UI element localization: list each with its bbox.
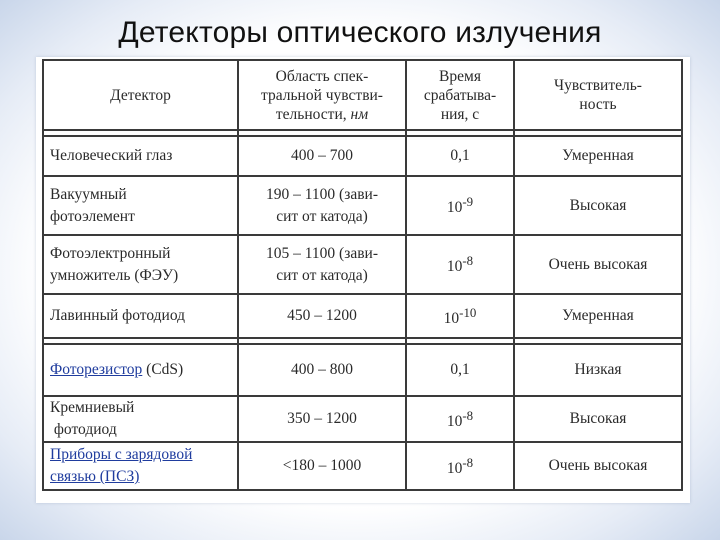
time-exponent: -8 bbox=[462, 407, 474, 423]
cell-time bbox=[407, 137, 515, 177]
cell-sensitivity bbox=[515, 137, 683, 177]
cell-time bbox=[407, 443, 515, 491]
table-row bbox=[42, 397, 683, 443]
header-time-line: ния, с bbox=[440, 105, 480, 123]
photoresistor-link[interactable]: Фоторезистор bbox=[50, 361, 143, 378]
cell-sensitivity bbox=[515, 177, 683, 236]
range-value: 400 – 800 bbox=[291, 361, 353, 378]
cell-detector bbox=[42, 236, 239, 295]
range-value: 400 – 700 bbox=[291, 147, 353, 164]
time-base: 10 bbox=[446, 199, 463, 217]
header-range-text: тельности, bbox=[275, 105, 351, 123]
time-base: 10 bbox=[446, 460, 463, 478]
sensitivity-value: Умеренная bbox=[562, 307, 634, 324]
range-value: 350 – 1200 bbox=[287, 410, 357, 427]
cell-time bbox=[407, 397, 515, 443]
header-row bbox=[42, 59, 683, 131]
detector-name: Лавинный фотодиод bbox=[50, 307, 186, 324]
cell-detector bbox=[42, 137, 239, 177]
detector-name: Фотоэлектронный bbox=[50, 244, 171, 262]
range-value: 450 – 1200 bbox=[287, 307, 357, 324]
range-value: <180 – 1000 bbox=[282, 457, 362, 474]
sensitivity-value: Умеренная bbox=[562, 147, 634, 164]
header-time-line: Время bbox=[439, 67, 481, 85]
time-value: 0,1 bbox=[450, 361, 470, 378]
time-base: 10 bbox=[443, 310, 460, 328]
time-base: 10 bbox=[446, 258, 463, 276]
cell-time bbox=[407, 236, 515, 295]
time-exponent: -8 bbox=[462, 454, 474, 470]
header-response-time bbox=[407, 59, 515, 131]
time-exponent: -10 bbox=[459, 304, 477, 320]
table-row bbox=[42, 295, 683, 339]
table-row bbox=[42, 345, 683, 397]
cell-range bbox=[239, 397, 407, 443]
cell-sensitivity bbox=[515, 443, 683, 491]
time-exponent: -9 bbox=[462, 194, 474, 210]
cell-time bbox=[407, 295, 515, 339]
header-detector bbox=[42, 59, 239, 131]
sensitivity-value: Низкая bbox=[574, 361, 622, 378]
ccd-link[interactable]: связью (ПСЗ) bbox=[50, 468, 140, 485]
detector-name: Человеческий глаз bbox=[50, 147, 173, 164]
cell-sensitivity bbox=[515, 236, 683, 295]
cell-detector bbox=[42, 177, 239, 236]
cell-range bbox=[239, 236, 407, 295]
cell-range bbox=[239, 345, 407, 397]
range-value: сит от катода) bbox=[276, 207, 368, 225]
cell-detector bbox=[42, 397, 239, 443]
header-range-line: тральной чувстви- bbox=[261, 86, 383, 104]
header-detector-label: Детектор bbox=[110, 86, 171, 104]
detector-name-suffix: (CdS) bbox=[142, 361, 184, 378]
detectors-table bbox=[42, 59, 683, 491]
header-sens-line: Чувствитель- bbox=[554, 77, 642, 94]
table-row bbox=[42, 236, 683, 295]
ccd-link[interactable]: Приборы с зарядовой bbox=[50, 446, 193, 463]
cell-range bbox=[239, 177, 407, 236]
cell-range bbox=[239, 137, 407, 177]
sensitivity-value: Высокая bbox=[569, 410, 627, 427]
detector-name: фотоэлемент bbox=[50, 207, 135, 225]
table-row bbox=[42, 443, 683, 491]
cell-range bbox=[239, 443, 407, 491]
header-sensitivity bbox=[515, 59, 683, 131]
cell-sensitivity bbox=[515, 397, 683, 443]
range-value: 190 – 1100 (зави- bbox=[266, 185, 378, 203]
detector-name: Вакуумный bbox=[50, 185, 127, 203]
header-range-line: Область спек- bbox=[275, 67, 369, 85]
time-exponent: -8 bbox=[462, 253, 474, 269]
cell-detector bbox=[42, 345, 239, 397]
header-time-line: срабатыва- bbox=[423, 86, 497, 104]
range-value: сит от катода) bbox=[276, 266, 368, 284]
detector-name: умножитель (ФЭУ) bbox=[50, 266, 179, 284]
cell-sensitivity bbox=[515, 345, 683, 397]
header-range-line bbox=[243, 105, 401, 124]
range-value: 105 – 1100 (зави- bbox=[266, 244, 378, 262]
time-value: 0,1 bbox=[450, 147, 470, 164]
cell-detector bbox=[42, 295, 239, 339]
header-spectral-range bbox=[239, 59, 407, 131]
header-range-unit: нм bbox=[350, 105, 369, 123]
sensitivity-value: Высокая bbox=[569, 196, 627, 214]
slide-title: Детекторы оптического излучения bbox=[118, 16, 602, 49]
cell-time bbox=[407, 177, 515, 236]
header-sens-line: ность bbox=[579, 96, 617, 113]
sensitivity-value: Очень высокая bbox=[548, 255, 648, 273]
table-row bbox=[42, 137, 683, 177]
detector-name: фотодиод bbox=[50, 421, 117, 438]
cell-detector bbox=[42, 443, 239, 491]
sensitivity-value: Очень высокая bbox=[548, 457, 648, 474]
table-row bbox=[42, 177, 683, 236]
cell-sensitivity bbox=[515, 295, 683, 339]
cell-range bbox=[239, 295, 407, 339]
detector-name: Кремниевый bbox=[50, 399, 135, 416]
time-base: 10 bbox=[446, 413, 463, 431]
table-frame bbox=[36, 57, 690, 503]
cell-time bbox=[407, 345, 515, 397]
